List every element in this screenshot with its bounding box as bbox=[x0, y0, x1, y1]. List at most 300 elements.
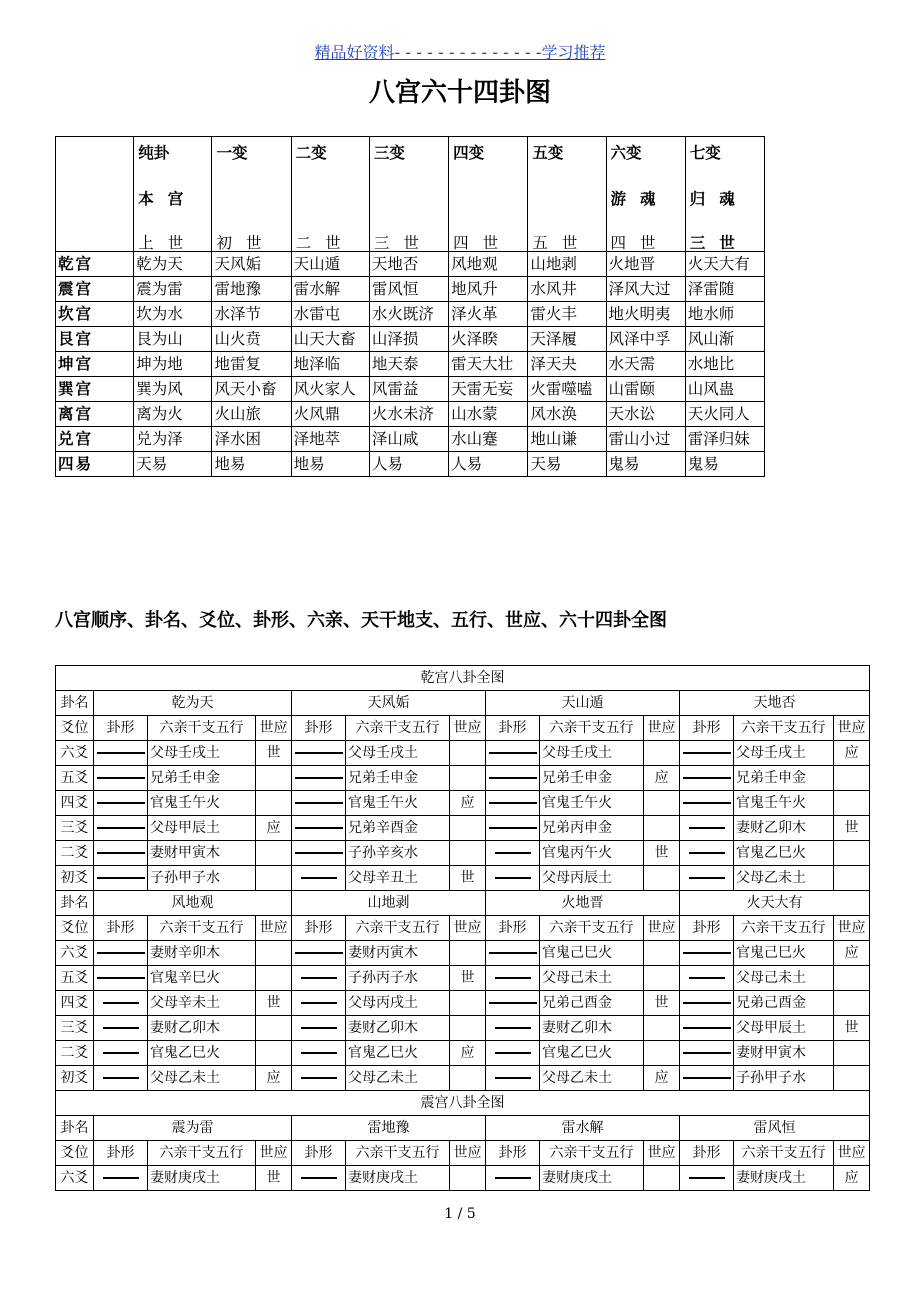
yao-shape-cell bbox=[486, 1041, 540, 1066]
label-relation: 六亲干支五行 bbox=[148, 716, 256, 741]
relation-value: 官鬼己巳火 bbox=[734, 941, 834, 966]
hexagram-cell: 天山遁 bbox=[291, 252, 369, 277]
relation-value: 子孙丙子水 bbox=[346, 966, 450, 991]
label-yao: 爻位 bbox=[56, 1141, 94, 1166]
relation-value: 父母乙未土 bbox=[148, 1066, 256, 1091]
column-header bbox=[449, 137, 528, 252]
relation-value: 父母己未土 bbox=[734, 966, 834, 991]
shiying-value: 应 bbox=[834, 941, 870, 966]
hexagram-cell: 火雷噬嗑 bbox=[528, 377, 606, 402]
hexagram-cell: 雷地豫 bbox=[212, 277, 291, 302]
shiying-value bbox=[644, 866, 680, 891]
shiying-value bbox=[450, 816, 486, 841]
hexagram-cell: 天易 bbox=[134, 452, 212, 477]
palace-name: 坤宫 bbox=[56, 352, 134, 377]
relation-value: 官鬼壬午火 bbox=[346, 791, 450, 816]
palace-row bbox=[56, 252, 765, 277]
relation-value: 父母辛未土 bbox=[148, 991, 256, 1016]
yao-shape-cell bbox=[486, 841, 540, 866]
shiying-value: 应 bbox=[450, 1041, 486, 1066]
yao-row bbox=[56, 791, 870, 816]
long-line-icon bbox=[97, 952, 145, 954]
shiying-value bbox=[644, 791, 680, 816]
label-shape: 卦形 bbox=[680, 1141, 734, 1166]
long-line-icon bbox=[489, 952, 537, 954]
short-line-icon bbox=[689, 852, 725, 854]
label-relation: 六亲干支五行 bbox=[148, 1141, 256, 1166]
hexagram-cell: 水天需 bbox=[606, 352, 685, 377]
hexagram-cell: 山水蒙 bbox=[449, 402, 528, 427]
hexagram-cell: 泽天夬 bbox=[528, 352, 606, 377]
shiying-value bbox=[834, 766, 870, 791]
column-header bbox=[685, 137, 764, 252]
hexagram-cell: 人易 bbox=[369, 452, 448, 477]
page-number: 1 / 5 bbox=[444, 1206, 476, 1222]
column-change: 二变 bbox=[295, 144, 327, 162]
hexagram-cell: 天易 bbox=[528, 452, 606, 477]
shiying-value: 应 bbox=[450, 791, 486, 816]
shiying-value bbox=[450, 841, 486, 866]
hexagram-cell: 泽地萃 bbox=[291, 427, 369, 452]
shiying-value bbox=[644, 1166, 680, 1191]
yao-position: 四爻 bbox=[56, 791, 94, 816]
shiying-value bbox=[450, 1016, 486, 1041]
yao-row bbox=[56, 1016, 870, 1041]
palace-table bbox=[55, 136, 765, 477]
hexagram-cell: 风雷益 bbox=[369, 377, 448, 402]
hexagram-cell: 地山谦 bbox=[528, 427, 606, 452]
label-relation: 六亲干支五行 bbox=[734, 916, 834, 941]
long-line-icon bbox=[683, 1077, 731, 1079]
hexagram-cell: 雷火丰 bbox=[528, 302, 606, 327]
column-generation: 初世 bbox=[216, 234, 276, 252]
yao-position: 二爻 bbox=[56, 1041, 94, 1066]
hexagram-cell: 巽为风 bbox=[134, 377, 212, 402]
short-line-icon bbox=[301, 1002, 337, 1004]
label-relation: 六亲干支五行 bbox=[346, 1141, 450, 1166]
yao-shape-cell bbox=[680, 766, 734, 791]
yao-position: 三爻 bbox=[56, 1016, 94, 1041]
hexagram-cell: 山泽损 bbox=[369, 327, 448, 352]
column-generation: 三世 bbox=[689, 234, 749, 252]
yao-shape-cell bbox=[292, 1166, 346, 1191]
label-shape: 卦形 bbox=[292, 716, 346, 741]
yao-shape-cell bbox=[680, 791, 734, 816]
shiying-value bbox=[256, 941, 292, 966]
column-label-row bbox=[56, 916, 870, 941]
hexagram-cell: 地风升 bbox=[449, 277, 528, 302]
page-title: 八宫六十四卦图 bbox=[368, 78, 551, 108]
label-shiying: 世应 bbox=[450, 1141, 486, 1166]
hexagram-cell: 天地否 bbox=[369, 252, 448, 277]
relation-value: 父母壬戌土 bbox=[346, 741, 450, 766]
header-left: 精品好资料 bbox=[314, 43, 395, 62]
hexagram-cell: 泽水困 bbox=[212, 427, 291, 452]
shiying-value: 世 bbox=[834, 1016, 870, 1041]
label-gua: 卦名 bbox=[56, 1116, 94, 1141]
yao-shape-cell bbox=[486, 1166, 540, 1191]
relation-value: 妻财乙卯木 bbox=[540, 1016, 644, 1041]
hexagram-name: 天风姤 bbox=[292, 691, 486, 716]
short-line-icon bbox=[301, 1177, 337, 1179]
relation-value: 父母壬戌土 bbox=[540, 741, 644, 766]
shiying-value: 世 bbox=[450, 966, 486, 991]
shiying-value bbox=[834, 991, 870, 1016]
hexagram-cell: 水火既济 bbox=[369, 302, 448, 327]
shiying-value bbox=[644, 1041, 680, 1066]
column-generation: 上世 bbox=[138, 234, 198, 252]
shiying-value bbox=[834, 791, 870, 816]
hexagram-cell: 泽山咸 bbox=[369, 427, 448, 452]
label-shape: 卦形 bbox=[292, 916, 346, 941]
short-line-icon bbox=[689, 1177, 725, 1179]
hexagram-cell: 地火明夷 bbox=[606, 302, 685, 327]
yao-position: 二爻 bbox=[56, 841, 94, 866]
hexagram-name: 山地剥 bbox=[292, 891, 486, 916]
hexagram-name: 雷水解 bbox=[486, 1116, 680, 1141]
column-header-content bbox=[688, 137, 764, 251]
label-relation: 六亲干支五行 bbox=[148, 916, 256, 941]
hexagram-cell: 火山旅 bbox=[212, 402, 291, 427]
yao-row bbox=[56, 816, 870, 841]
column-change: 七变 bbox=[689, 144, 721, 162]
hexagram-name-row bbox=[56, 691, 870, 716]
column-header bbox=[369, 137, 448, 252]
relation-value: 妻财甲寅木 bbox=[734, 1041, 834, 1066]
yao-row bbox=[56, 866, 870, 891]
hexagram-cell: 水风井 bbox=[528, 277, 606, 302]
relation-value: 父母乙未土 bbox=[346, 1066, 450, 1091]
relation-value: 父母辛丑土 bbox=[346, 866, 450, 891]
hexagram-cell: 地易 bbox=[212, 452, 291, 477]
yao-shape-cell bbox=[680, 866, 734, 891]
yao-shape-cell bbox=[94, 1166, 148, 1191]
yao-shape-cell bbox=[94, 791, 148, 816]
yao-shape-cell bbox=[94, 841, 148, 866]
hexagram-cell: 地雷复 bbox=[212, 352, 291, 377]
hexagram-cell: 火水未济 bbox=[369, 402, 448, 427]
hexagram-cell: 天泽履 bbox=[528, 327, 606, 352]
relation-value: 父母乙未土 bbox=[734, 866, 834, 891]
yao-shape-cell bbox=[292, 866, 346, 891]
hexagram-cell: 人易 bbox=[449, 452, 528, 477]
yao-position: 六爻 bbox=[56, 1166, 94, 1191]
yao-shape-cell bbox=[292, 791, 346, 816]
column-type: 游魂 bbox=[610, 190, 670, 208]
shiying-value: 应 bbox=[644, 766, 680, 791]
relation-value: 兄弟壬申金 bbox=[346, 766, 450, 791]
long-line-icon bbox=[295, 752, 343, 754]
short-line-icon bbox=[301, 877, 337, 879]
palace-row bbox=[56, 452, 765, 477]
hexagram-name-row bbox=[56, 891, 870, 916]
long-line-icon bbox=[295, 777, 343, 779]
hexagram-cell: 地水师 bbox=[685, 302, 764, 327]
hexagram-name: 雷地豫 bbox=[292, 1116, 486, 1141]
hexagram-cell: 火泽睽 bbox=[449, 327, 528, 352]
column-type: 归魂 bbox=[689, 190, 749, 208]
label-relation: 六亲干支五行 bbox=[540, 1141, 644, 1166]
column-header bbox=[606, 137, 685, 252]
short-line-icon bbox=[103, 1077, 139, 1079]
label-shape: 卦形 bbox=[94, 916, 148, 941]
yao-shape-cell bbox=[680, 966, 734, 991]
long-line-icon bbox=[683, 802, 731, 804]
yao-shape-cell bbox=[292, 816, 346, 841]
relation-value: 官鬼乙巳火 bbox=[148, 1041, 256, 1066]
hexagram-name: 火天大有 bbox=[680, 891, 870, 916]
yao-row bbox=[56, 1041, 870, 1066]
palace-row bbox=[56, 327, 765, 352]
yao-shape-cell bbox=[680, 816, 734, 841]
shiying-value bbox=[450, 991, 486, 1016]
hexagram-cell: 水泽节 bbox=[212, 302, 291, 327]
shiying-value bbox=[644, 966, 680, 991]
column-label-row bbox=[56, 716, 870, 741]
relation-value: 官鬼丙午火 bbox=[540, 841, 644, 866]
palace-name: 兑宫 bbox=[56, 427, 134, 452]
hexagram-cell: 山火贲 bbox=[212, 327, 291, 352]
palace-name: 离宫 bbox=[56, 402, 134, 427]
palace-row bbox=[56, 427, 765, 452]
label-shiying: 世应 bbox=[256, 1141, 292, 1166]
shiying-value bbox=[450, 941, 486, 966]
hexagram-cell: 鬼易 bbox=[685, 452, 764, 477]
hexagram-cell: 天风姤 bbox=[212, 252, 291, 277]
palace-row bbox=[56, 402, 765, 427]
relation-value: 妻财乙卯木 bbox=[346, 1016, 450, 1041]
shiying-value: 应 bbox=[834, 741, 870, 766]
column-header bbox=[528, 137, 606, 252]
relation-value: 兄弟辛酉金 bbox=[346, 816, 450, 841]
hexagram-cell: 山天大畜 bbox=[291, 327, 369, 352]
yao-position: 五爻 bbox=[56, 966, 94, 991]
label-shape: 卦形 bbox=[486, 716, 540, 741]
short-line-icon bbox=[301, 1077, 337, 1079]
relation-value: 兄弟壬申金 bbox=[734, 766, 834, 791]
hexagram-cell: 水雷屯 bbox=[291, 302, 369, 327]
yao-shape-cell bbox=[292, 1066, 346, 1091]
shiying-value bbox=[450, 766, 486, 791]
yao-position: 初爻 bbox=[56, 866, 94, 891]
relation-value: 官鬼乙巳火 bbox=[346, 1041, 450, 1066]
shiying-value bbox=[834, 841, 870, 866]
long-line-icon bbox=[489, 802, 537, 804]
yao-shape-cell bbox=[680, 1016, 734, 1041]
relation-value: 父母甲辰土 bbox=[148, 816, 256, 841]
column-generation: 二世 bbox=[295, 234, 355, 252]
section-title: 震宫八卦全图 bbox=[56, 1091, 870, 1116]
label-yao: 爻位 bbox=[56, 716, 94, 741]
short-line-icon bbox=[495, 852, 531, 854]
label-shiying: 世应 bbox=[450, 916, 486, 941]
shiying-value bbox=[256, 791, 292, 816]
long-line-icon bbox=[295, 827, 343, 829]
short-line-icon bbox=[301, 1052, 337, 1054]
label-shape: 卦形 bbox=[680, 916, 734, 941]
label-relation: 六亲干支五行 bbox=[346, 716, 450, 741]
shiying-value bbox=[450, 1066, 486, 1091]
yao-shape-cell bbox=[486, 991, 540, 1016]
shiying-value: 世 bbox=[256, 1166, 292, 1191]
long-line-icon bbox=[97, 877, 145, 879]
hexagram-cell: 风山渐 bbox=[685, 327, 764, 352]
column-header-content bbox=[372, 137, 448, 251]
hexagram-name: 乾为天 bbox=[94, 691, 292, 716]
long-line-icon bbox=[683, 1027, 731, 1029]
yao-row bbox=[56, 841, 870, 866]
label-yao: 爻位 bbox=[56, 916, 94, 941]
column-generation: 四世 bbox=[610, 234, 670, 252]
relation-value: 妻财庚戌土 bbox=[734, 1166, 834, 1191]
corner-cell bbox=[56, 137, 134, 252]
label-shiying: 世应 bbox=[644, 1141, 680, 1166]
yao-shape-cell bbox=[680, 941, 734, 966]
long-line-icon bbox=[97, 752, 145, 754]
hexagram-name: 天地否 bbox=[680, 691, 870, 716]
yao-shape-cell bbox=[94, 941, 148, 966]
hexagram-cell: 火地晋 bbox=[606, 252, 685, 277]
palace-name: 巽宫 bbox=[56, 377, 134, 402]
section-title: 乾宫八卦全图 bbox=[56, 666, 870, 691]
yao-shape-cell bbox=[486, 816, 540, 841]
shiying-value: 应 bbox=[834, 1166, 870, 1191]
relation-value: 兄弟己酉金 bbox=[540, 991, 644, 1016]
short-line-icon bbox=[495, 1077, 531, 1079]
hexagram-cell: 雷天大壮 bbox=[449, 352, 528, 377]
column-header-content bbox=[451, 137, 527, 251]
yao-shape-cell bbox=[94, 1016, 148, 1041]
label-shape: 卦形 bbox=[94, 1141, 148, 1166]
hexagram-name: 雷风恒 bbox=[680, 1116, 870, 1141]
short-line-icon bbox=[689, 877, 725, 879]
yao-row bbox=[56, 741, 870, 766]
short-line-icon bbox=[103, 1027, 139, 1029]
short-line-icon bbox=[689, 977, 725, 979]
yao-shape-cell bbox=[292, 941, 346, 966]
label-shape: 卦形 bbox=[680, 716, 734, 741]
yao-shape-cell bbox=[486, 741, 540, 766]
relation-value: 官鬼壬午火 bbox=[734, 791, 834, 816]
relation-value: 父母己未土 bbox=[540, 966, 644, 991]
short-line-icon bbox=[495, 1177, 531, 1179]
yao-shape-cell bbox=[486, 766, 540, 791]
column-change: 四变 bbox=[453, 144, 485, 162]
short-line-icon bbox=[495, 1027, 531, 1029]
shiying-value bbox=[450, 1166, 486, 1191]
column-header-content bbox=[609, 137, 685, 251]
hexagram-cell: 风泽中孚 bbox=[606, 327, 685, 352]
hexagram-cell: 地易 bbox=[291, 452, 369, 477]
relation-value: 官鬼乙巳火 bbox=[734, 841, 834, 866]
label-shiying: 世应 bbox=[644, 716, 680, 741]
hexagram-name: 风地观 bbox=[94, 891, 292, 916]
long-line-icon bbox=[683, 777, 731, 779]
column-header bbox=[212, 137, 291, 252]
relation-value: 妻财甲寅木 bbox=[148, 841, 256, 866]
relation-value: 妻财乙卯木 bbox=[734, 816, 834, 841]
yao-shape-cell bbox=[94, 866, 148, 891]
hexagram-cell: 乾为天 bbox=[134, 252, 212, 277]
section-subtitle: 八宫顺序、卦名、爻位、卦形、六亲、天干地支、五行、世应、六十四卦全图 bbox=[55, 610, 667, 631]
yao-shape-cell bbox=[292, 966, 346, 991]
section-title-row bbox=[56, 666, 870, 691]
shiying-value: 应 bbox=[256, 816, 292, 841]
hexagram-cell: 火天大有 bbox=[685, 252, 764, 277]
relation-value: 妻财庚戌土 bbox=[540, 1166, 644, 1191]
relation-value: 兄弟壬申金 bbox=[148, 766, 256, 791]
long-line-icon bbox=[97, 977, 145, 979]
shiying-value bbox=[644, 1016, 680, 1041]
yao-position: 六爻 bbox=[56, 941, 94, 966]
yao-position: 初爻 bbox=[56, 1066, 94, 1091]
relation-value: 妻财丙寅木 bbox=[346, 941, 450, 966]
yao-row bbox=[56, 966, 870, 991]
yao-row bbox=[56, 991, 870, 1016]
label-gua: 卦名 bbox=[56, 891, 94, 916]
long-line-icon bbox=[97, 852, 145, 854]
hexagram-cell: 地天泰 bbox=[369, 352, 448, 377]
relation-value: 父母丙戌土 bbox=[346, 991, 450, 1016]
long-line-icon bbox=[295, 802, 343, 804]
hexagram-cell: 天水讼 bbox=[606, 402, 685, 427]
short-line-icon bbox=[103, 1052, 139, 1054]
long-line-icon bbox=[97, 777, 145, 779]
shiying-value: 世 bbox=[256, 741, 292, 766]
palace-name: 艮宫 bbox=[56, 327, 134, 352]
relation-value: 官鬼壬午火 bbox=[148, 791, 256, 816]
label-relation: 六亲干支五行 bbox=[734, 716, 834, 741]
yao-shape-cell bbox=[486, 941, 540, 966]
shiying-value: 世 bbox=[644, 841, 680, 866]
shiying-value bbox=[834, 1041, 870, 1066]
short-line-icon bbox=[103, 1002, 139, 1004]
relation-value: 官鬼辛巳火 bbox=[148, 966, 256, 991]
palace-name: 震宫 bbox=[56, 277, 134, 302]
label-shape: 卦形 bbox=[486, 1141, 540, 1166]
relation-value: 兄弟己酉金 bbox=[734, 991, 834, 1016]
column-change: 五变 bbox=[532, 144, 564, 162]
yao-shape-cell bbox=[486, 791, 540, 816]
label-relation: 六亲干支五行 bbox=[540, 716, 644, 741]
hexagram-cell: 风水涣 bbox=[528, 402, 606, 427]
hexagram-cell: 风天小畜 bbox=[212, 377, 291, 402]
yao-shape-cell bbox=[292, 991, 346, 1016]
relation-value: 妻财乙卯木 bbox=[148, 1016, 256, 1041]
yao-shape-cell bbox=[94, 966, 148, 991]
header-note bbox=[0, 40, 920, 63]
yao-row bbox=[56, 1166, 870, 1191]
shiying-value bbox=[256, 866, 292, 891]
hexagram-cell: 天火同人 bbox=[685, 402, 764, 427]
hexagram-cell: 泽火革 bbox=[449, 302, 528, 327]
column-header bbox=[134, 137, 212, 252]
hexagram-cell: 天雷无妄 bbox=[449, 377, 528, 402]
relation-value: 官鬼壬午火 bbox=[540, 791, 644, 816]
label-relation: 六亲干支五行 bbox=[734, 1141, 834, 1166]
column-header-content bbox=[136, 137, 211, 251]
section-title-row bbox=[56, 1091, 870, 1116]
column-generation: 五世 bbox=[532, 234, 592, 252]
yao-shape-cell bbox=[680, 1066, 734, 1091]
short-line-icon bbox=[689, 827, 725, 829]
shiying-value bbox=[644, 816, 680, 841]
long-line-icon bbox=[489, 1002, 537, 1004]
yao-shape-cell bbox=[292, 766, 346, 791]
shiying-value: 世 bbox=[644, 991, 680, 1016]
hexagram-cell: 坤为地 bbox=[134, 352, 212, 377]
label-shiying: 世应 bbox=[834, 1141, 870, 1166]
